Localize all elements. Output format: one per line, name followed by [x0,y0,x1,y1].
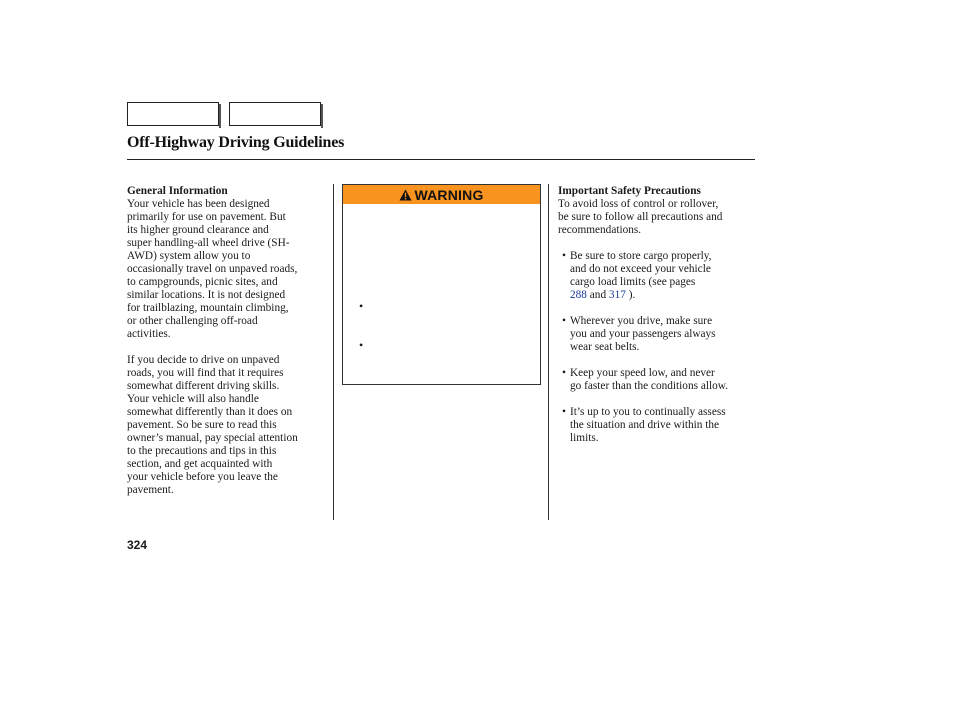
text-line: somewhat differently than it does on [127,406,293,418]
text-line [570,289,763,302]
section-heading: Important Safety Precautions [558,185,701,197]
paragraph-1 [127,198,327,341]
page-number: 324 [127,538,148,552]
title-divider [127,159,755,160]
page-title: Off-Highway Driving Guidelines [127,134,345,151]
bullet-item-seat-belts [558,315,763,354]
text-line: AWD) system allow you to [127,250,251,262]
text-line: If you decide to drive on unpaved [127,354,280,366]
text-line: • Be sure to store cargo properly, [570,250,712,262]
text-line: To avoid loss of control or rollover, [558,198,719,210]
text-line: Your vehicle has been designed [127,198,270,210]
warning-triangle-icon [399,189,412,201]
text-line: occasionally travel on unpaved roads, [127,263,298,275]
page-link-288[interactable]: 288 [570,289,587,301]
text-line: limits. [570,432,599,444]
text-line: roads, you will find that it requires [127,367,284,379]
text-line: Your vehicle will also handle [127,393,259,405]
warning-bullet: • [359,299,364,313]
text-line: or other challenging off-road [127,315,258,327]
text-line: similar locations. It is not designed [127,289,286,301]
safety-precautions-section [558,185,763,445]
text-line: owner’s manual, pay special attention [127,432,298,444]
text-line: go faster than the conditions allow. [570,380,729,392]
column-divider-right [548,184,549,520]
text-line: somewhat different driving skills. [127,380,280,392]
bullet-item-assess [558,406,763,445]
warning-box [342,184,541,385]
text-line: to the precautions and tips in this [127,445,277,457]
link-separator: and [586,289,609,301]
text-line: recommendations. [558,224,642,236]
text-line: pavement. [127,484,174,496]
text-line: and do not exceed your vehicle [570,263,711,275]
text-line: cargo load limits (see pages [570,276,696,288]
nav-button-previous[interactable] [127,102,219,126]
bullet-item-speed [558,367,763,393]
text-line: your vehicle before you leave the [127,471,278,483]
text-line: primarily for use on pavement. But [127,211,286,223]
column-divider-left [333,184,334,520]
warning-header [343,185,540,204]
section-heading: General Information [127,185,228,197]
warning-bullet: • [359,338,364,352]
text-line: wear seat belts. [570,341,640,353]
bullet-item-cargo [558,250,763,302]
text-line: • Keep your speed low, and never [570,367,715,379]
text-line: to campgrounds, picnic sites, and [127,276,278,288]
text-line: be sure to follow all precautions and [558,211,723,223]
text-line: • It’s up to you to continually assess [570,406,726,418]
general-information-section [127,185,327,497]
nav-button-next[interactable] [229,102,321,126]
page-link-317[interactable]: 317 [608,289,626,301]
text-line: pavement. So be sure to read this [127,419,277,431]
link-trailing-text: ). [625,289,636,301]
warning-label: WARNING [414,186,484,203]
text-line: the situation and drive within the [570,419,720,431]
text-line: super handling-all wheel drive (SH- [127,237,290,249]
text-line: its higher ground clearance and [127,224,269,236]
text-line: section, and get acquainted with [127,458,273,470]
text-line: you and your passengers always [570,328,716,340]
text-line: activities. [127,328,171,340]
intro-paragraph [558,198,763,237]
text-line: for trailblazing, mountain climbing, [127,302,289,314]
text-line: • Wherever you drive, make sure [570,315,713,327]
paragraph-2 [127,354,327,497]
